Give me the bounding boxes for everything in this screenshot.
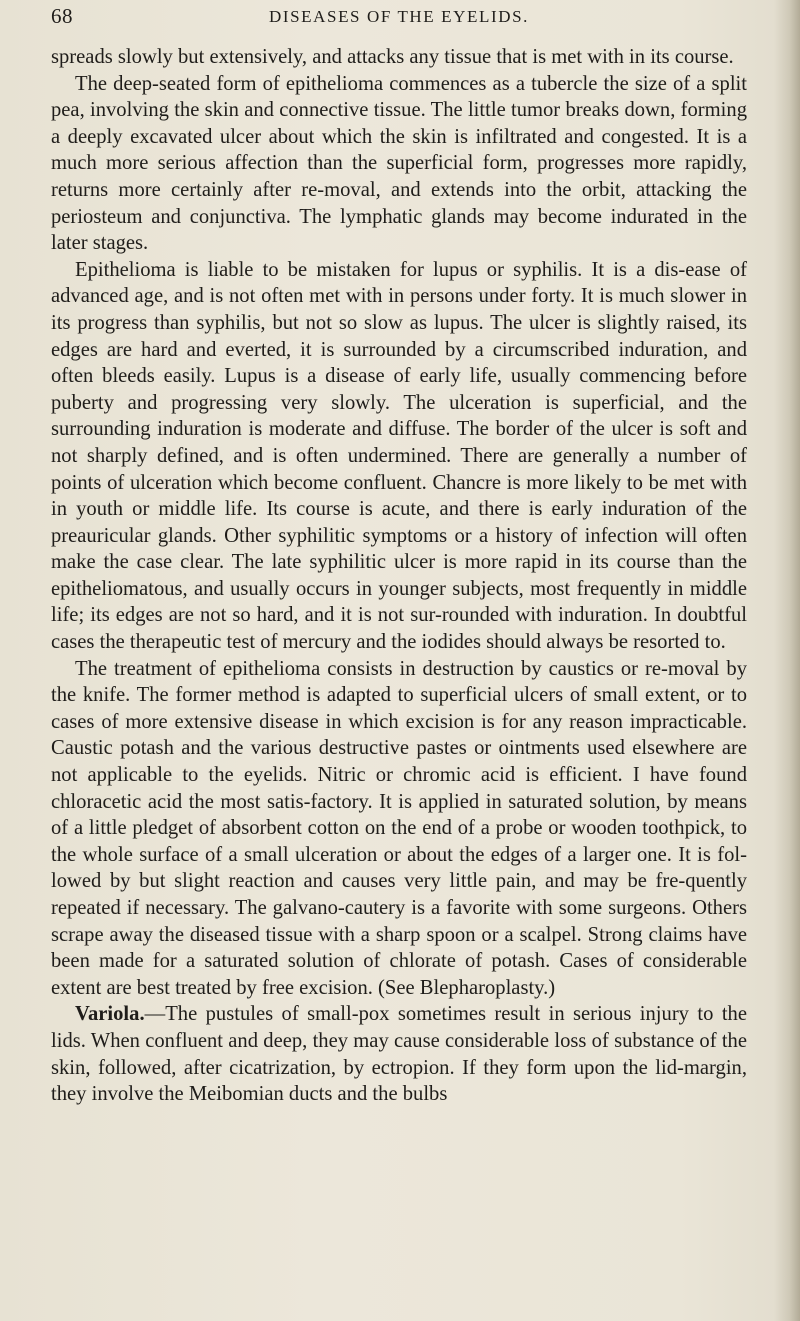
body-text — [51, 44, 747, 1108]
page-edge-shadow — [774, 0, 800, 1321]
page-number: 68 — [51, 4, 73, 28]
running-head: DISEASES OF THE EYELIDS. — [268, 7, 530, 26]
variola-text: —The pustules of small-pox sometimes result in serious injury to the lids. When confluent and deep, they may cause considerable loss of substance of the skin, followed, after cicatrization, by ectropion. If they form upon the lid-margin, they involve the Meibomian ducts and the bulbs — [51, 1003, 747, 1106]
paragraph-diagnosis: Epithelioma is liable to be mistaken for lupus or syphilis. It is a dis-ease of advanced age, and is not often met with in persons under forty. It is much slower in its progress than syphilis, but not so slow as lupus. The ulcer is slightly raised, its edges are hard and everted, it is surrounded by a circumscribed induration, and often bleeds easily. Lupus is a disease of early life, usually commencing before puberty and progressing very slowly. The ulceration is superficial, and the surrounding induration is moderate and diffuse. The border of the ulcer is soft and not sharply defined, and is often undermined. There are generally a number of points of ulceration which become confluent. Chancre is more likely to be met with in youth or middle life. Its course is acute, and there is early induration of the preauricular glands. Other syphilitic symptoms or a history of infection will often make the case clear. The late syphilitic ulcer is more rapid in its course than the epitheliomatous, and usually occurs in younger subjects, most frequently in middle life; its edges are not so hard, and it is not sur-rounded with induration. In doubtful cases the therapeutic test of mercury and the iodides should always be resorted to. — [51, 258, 747, 654]
paragraph-deep-seated-form: The deep-seated form of epithelioma commences as a tubercle the size of a split pea, involving the skin and connective tissue. The little tumor breaks down, forming a deeply excavated ulcer about which the skin is infiltrated and congested. It is a much more serious affection than the superficial form, progresses more rapidly, returns more certainly after re-moval, and extends into the orbit, attacking the periosteum and conjunctiva. The lymphatic glands may become indurated in the later stages. — [51, 72, 747, 255]
page-header — [51, 4, 747, 38]
paragraph-continuation: spreads slowly but extensively, and attacks any tissue that is met with in its course. — [51, 46, 734, 68]
paragraph-variola — [51, 1001, 747, 1107]
paragraph-treatment: The treatment of epithelioma consists in destruction by caustics or re-moval by the knife. The former method is adapted to superficial ulcers of small extent, or to cases of more extensive disease in which excision is for any reason impracticable. Caustic potash and the various destructive pastes or ointments used elsewhere are not applicable to the eyelids. Nitric or chromic acid is efficient. I have found chloracetic acid the most satis-factory. It is applied in saturated solution, by means of a little pledget of absorbent cotton on the end of a probe or wooden toothpick, to the whole surface of a small ulceration or about the edges of a larger one. It is fol-lowed by but slight reaction and causes very little pain, and may be fre-quently repeated if necessary. The galvano-cautery is a favorite with some surgeons. Others scrape away the diseased tissue with a sharp spoon or a scalpel. Strong claims have been made for a saturated solution of chlorate of potash. Cases of considerable extent are best treated by free excision. (See Blepharoplasty.) — [51, 657, 747, 999]
variola-heading: Variola. — [75, 1003, 145, 1026]
